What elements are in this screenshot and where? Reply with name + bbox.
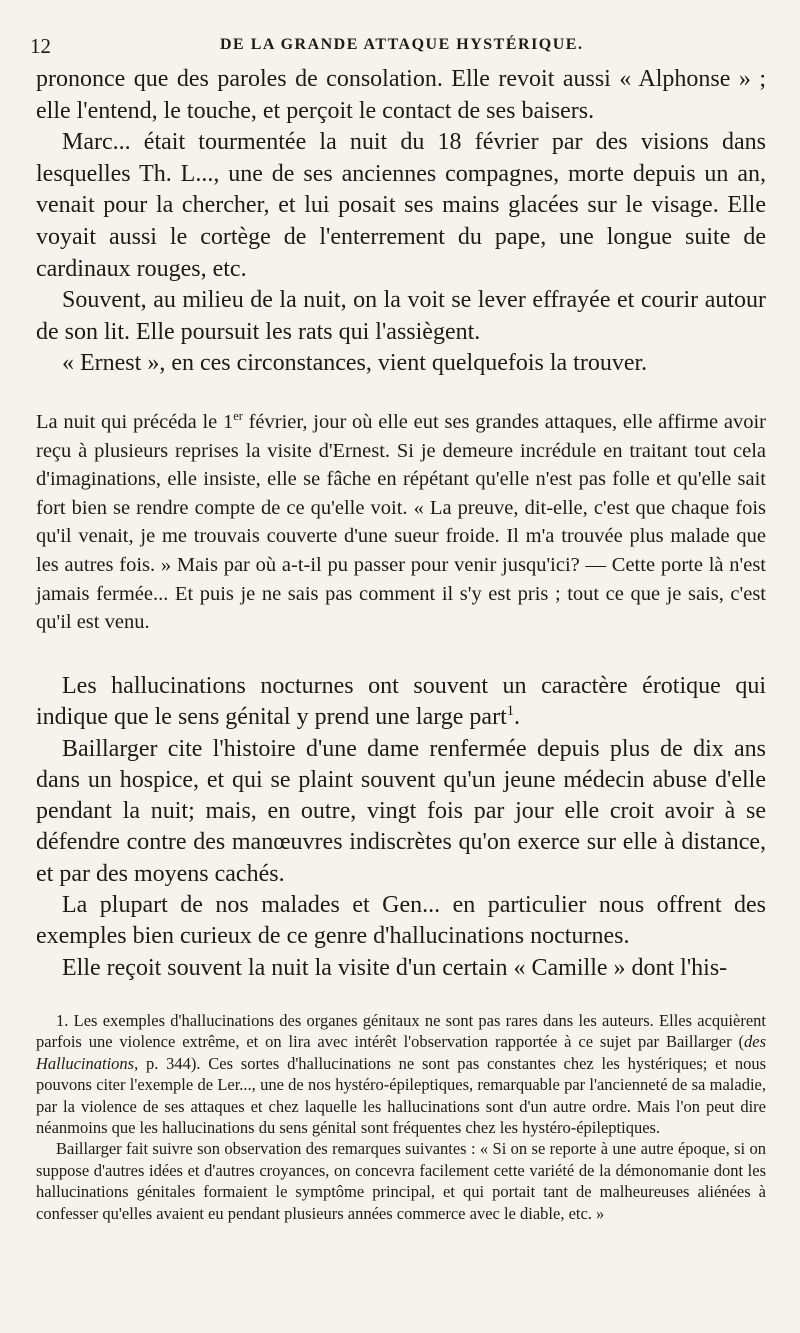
body-text-upper bbox=[36, 64, 766, 380]
paragraph: Les hallucinations nocturnes ont souvent un caractère érotique qui indique que le sens génital y prend une large part$^1$. bbox=[36, 673, 766, 731]
footnote-reference[interactable]: 1 bbox=[506, 703, 514, 720]
running-head bbox=[30, 34, 770, 58]
paragraph: Elle reçoit souvent la nuit la visite d'un certain « Camille » dont l'his- bbox=[62, 954, 728, 981]
paragraph: Marc... était tourmentée la nuit du 18 février par des visions dans lesquelles Th. L..., une de ses anciennes compagnes, morte depuis un an, venait pour la chercher, et lui posait ses mains glacées sur le visage. Elle voyait aussi le cortège de l'enterrement du pape, une longue suite de cardinaux rouges, etc. bbox=[36, 129, 766, 282]
paragraph: « Ernest », en ces circonstances, vient quelquefois la trouver. bbox=[62, 350, 648, 377]
quoted-testimony bbox=[36, 408, 766, 637]
footnote-continuation: Baillarger fait suivre son observation des remarques suivantes : « Si on se reporte à une autre époque, si on suppose d'autres idées et d'autres croyances, on concevra facilement cette variété de la démonomanie dont les hallucinations génitales formaient le symptôme principal, et qui portait tant de malheureuses aliénées à confesser qu'elles avaient eu pendant plusieurs années commerce avec le diable, etc. » bbox=[36, 1139, 766, 1223]
paragraph: Souvent, au milieu de la nuit, on la voit se lever effrayée et courir autour de son lit. Elle poursuit les rats qui l'assiègent. bbox=[36, 287, 766, 345]
page-number: 12 bbox=[30, 34, 51, 58]
paragraph: Baillarger cite l'histoire d'une dame renfermée depuis plus de dix ans dans un hospice, et qui se plaint souvent qu'un jeune médecin abuse d'elle pendant la nuit; mais, en outre, vingt fois par jour elle croit avoir à se défendre contre des manœuvres indiscrètes qu'on exerce sur elle à distance, et par des moyens cachés. bbox=[36, 735, 766, 887]
body-text-lower bbox=[36, 671, 766, 984]
footnotes bbox=[36, 1010, 766, 1224]
footnote-1: 1. Les exemples d'hallucinations des organes génitaux ne sont pas rares dans les auteurs. Elles acquièrent parfois une violence extrême, et on lira avec intérêt l'observation rapportée à ce sujet par Baillarger (des Hallucinations, p. 344). Ces sortes d'hallucinations ne sont pas constantes chez les hystériques; et nous pouvons citer l'exemple de Ler..., une de nos hystéro-épileptiques, remarquable par l'ancienneté de sa maladie, par la violence de ses attaques et chez laquelle les hallucinations sont d'un autre ordre. Mais l'on peut dire néanmoins que les hallucinations du sens génital sont fréquentes chez les hystéro-épileptiques. bbox=[36, 1011, 766, 1138]
ordinal-superscript: er bbox=[233, 409, 243, 424]
paragraph: La plupart de nos malades et Gen... en particulier nous offrent des exemples bien curieux de ce genre d'hallucinations nocturnes. bbox=[36, 892, 766, 950]
cited-title: des Hallucinations bbox=[36, 1032, 766, 1073]
paragraph: prononce que des paroles de consolation. Elle revoit aussi « Alphonse » ; elle l'entend, le touche, et perçoit le contact de ses baisers. bbox=[36, 66, 766, 124]
quote-paragraph: La nuit qui précéda le 1er février, jour où elle eut ses grandes attaques, elle affirme avoir reçu à plusieurs reprises la visite d'Ernest. Si je demeure incrédule en traitant tout cela d'imaginations, elle insiste, elle se fâche en répétant qu'elle n'est pas folle et qu'elle sait fort bien se rendre compte de ce qu'elle voit. « La preuve, dit-elle, c'est que chaque fois qu'il venait, je me trouvais couverte d'une sueur froide. Il m'a trouvée plus malade que les autres fois. » Mais par où a-t-il pu passer pour venir jusqu'ici? — Cette porte là n'est jamais fermée... Et puis je ne sais pas comment il s'y est pris ; tout ce que je sais, c'est qu'il est venu. bbox=[36, 409, 766, 634]
running-title: DE LA GRANDE ATTAQUE HYSTÉRIQUE. bbox=[220, 36, 584, 53]
